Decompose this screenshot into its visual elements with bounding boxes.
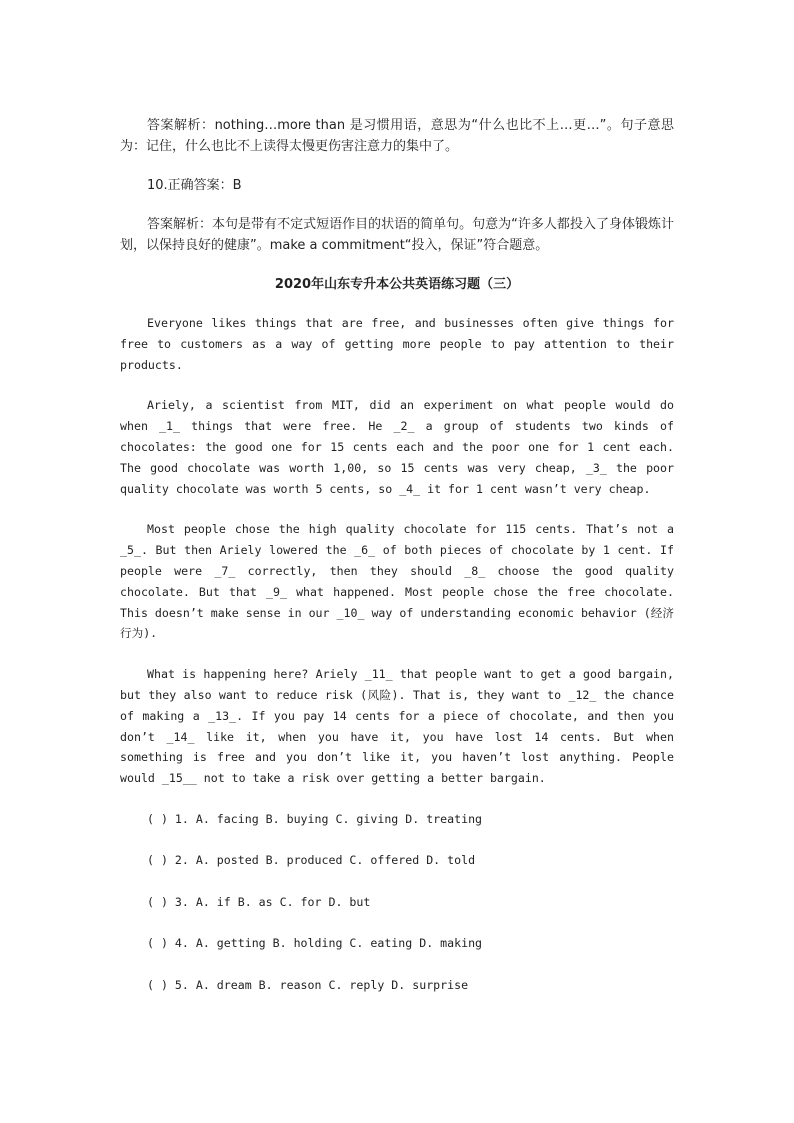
answer-10: 10.正确答案：B xyxy=(147,178,242,193)
question-list xyxy=(120,809,674,996)
answer-explanation-9: 答案解析：nothing…more than 是习惯用语，意思为“什么也比不上…更…”。句子意思为：记住，什么也比不上读得太慢更伤害注意力的集中了。 xyxy=(120,118,674,154)
section-title: 2020年山东专升本公共英语练习题（三） xyxy=(274,277,520,292)
question-item: ( ) 1. A. facing B. buying C. giving D. treating xyxy=(147,811,483,826)
question-item: ( ) 4. A. getting B. holding C. eating D. making xyxy=(147,936,483,951)
passage-paragraph-3: Most people chose the high quality chocolate for 115 cents. That’s not a _5_. But then Ariely lowered the _6_ of both pieces of chocolate by 1 cent. If people were _7_ correctly, then they should _8_ choose the good quality chocolate. But that _9_ what happened. Most people chose the free chocolate. This doesn’t make sense in our _10_ way of understanding economic behavior (经济行为). xyxy=(120,522,674,641)
document-page xyxy=(120,115,674,1016)
passage-paragraph-2: Ariely, a scientist from MIT, did an experiment on what people would do when _1_ things that were free. He _2_ a group of students two kinds of chocolates: the good one for 15 cents each and the poor one for 1 cent each. The good chocolate was worth 1,00, so 15 cents was very cheap, _3_ the poor quality chocolate was worth 5 cents, so _4_ it for 1 cent wasn’t very cheap. xyxy=(120,398,674,496)
passage-paragraph-1: Everyone likes things that are free, and businesses often give things for free to customers as a way of getting more people to pay attention to their products. xyxy=(120,316,674,372)
question-item: ( ) 3. A. if B. as C. for D. but xyxy=(147,894,371,909)
question-item: ( ) 2. A. posted B. produced C. offered D. told xyxy=(147,853,476,868)
answer-explanation-10: 答案解析：本句是带有不定式短语作目的状语的简单句。句意为“许多人都投入了身体锻炼计划，以保持良好的健康”。make a commitment“投入，保证”符合题意。 xyxy=(120,217,674,253)
question-item: ( ) 5. A. dream B. reason C. reply D. surprise xyxy=(147,977,469,992)
passage-paragraph-4: What is happening here? Ariely _11_ that people want to get a good bargain, but they also want to reduce risk (风险). That is, they want to _12_ the chance of making a _13_. If you pay 14 cents for a piece of chocolate, and then you don’t _14_ like it, when you have it, you have lost 14 cents. But when something is free and you don’t like it, you haven’t lost anything. People would _15__ not to take a risk over getting a better bargain. xyxy=(120,667,674,786)
